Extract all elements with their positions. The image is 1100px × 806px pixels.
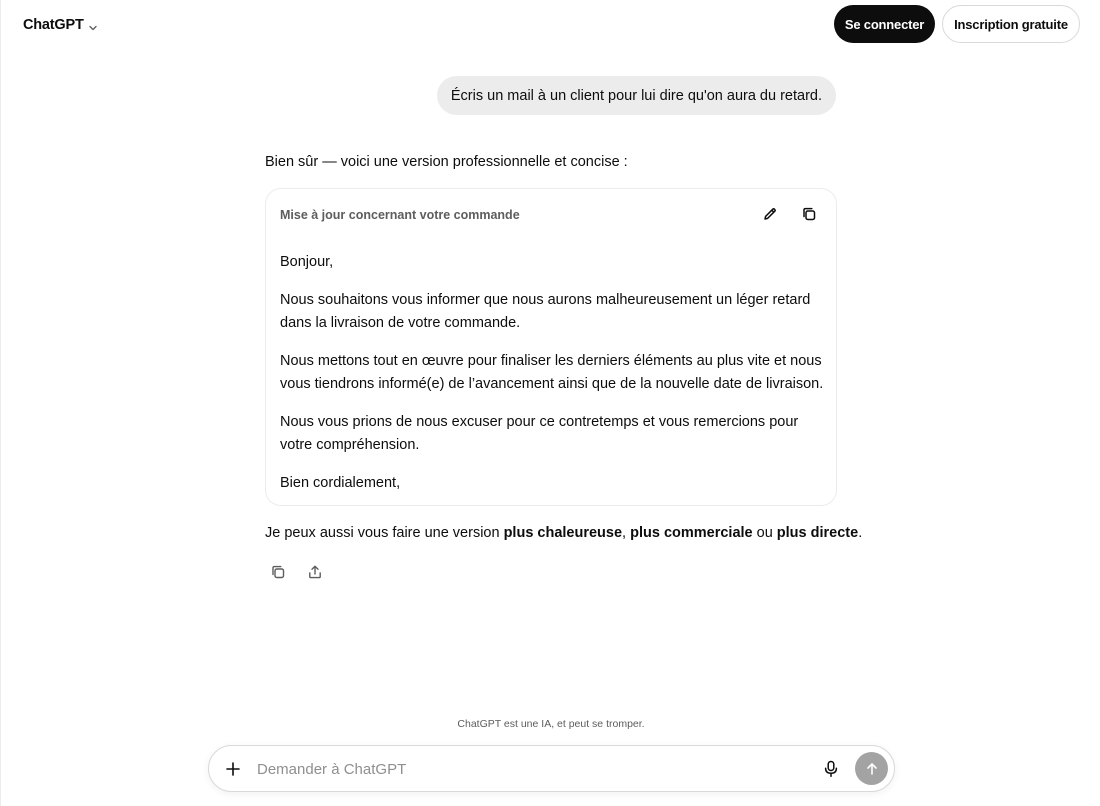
prompt-input[interactable] [257,754,797,784]
followup-suffix: . [858,525,863,541]
disclaimer-text: ChatGPT est une IA, et peut se tromper. [457,718,645,730]
plus-icon[interactable] [221,757,245,781]
share-icon[interactable] [304,561,326,583]
model-name: ChatGPT [23,17,84,33]
followup-option-warm: plus chaleureuse [503,525,623,541]
followup-prefix: Je peux aussi vous faire une version [265,525,504,541]
followup-option-commercial: plus commerciale [630,525,753,541]
user-message-bubble [437,76,836,115]
assistant-intro-text: Bien sûr — voici une version professionnelle et concise : [265,154,628,170]
pencil-icon[interactable] [759,203,781,225]
email-paragraph: Nous vous prions de nous excuser pour ce contretemps et vous remercions pour votre compréhension. [280,414,799,453]
email-paragraph: Nous mettons tout en œuvre pour finaliser les derniers éléments au plus vite et nous vous tiendrons informé(e) de l’avancement ainsi que de la nouvelle date de livraison. [280,353,824,392]
model-switcher[interactable] [23,14,98,36]
login-button[interactable]: Se connecter [834,5,935,43]
arrow-up-icon [865,762,879,776]
email-body [280,251,824,510]
composer [208,745,895,792]
copy-icon[interactable] [798,203,820,225]
user-message-text: Écris un mail à un client pour lui dire qu'on aura du retard. [450,87,822,104]
followup-separator: , [622,525,631,541]
header [1,0,1100,48]
send-button[interactable] [855,752,888,785]
email-subject: Mise à jour concernant votre commande [280,208,520,222]
followup-separator: ou [752,525,777,541]
microphone-icon[interactable] [820,758,842,780]
copy-icon[interactable] [267,561,289,583]
email-draft-card [265,188,837,506]
signup-button[interactable]: Inscription gratuite [942,5,1080,43]
email-paragraph: Bonjour, [280,254,334,270]
assistant-followup-text [265,525,862,541]
followup-option-direct: plus directe [776,525,859,541]
chevron-down-icon [88,20,98,30]
email-paragraph: Nous souhaitons vous informer que nous aurons malheureusement un léger retard dans la livraison de votre commande. [280,292,811,331]
email-paragraph: Bien cordialement, [280,475,401,491]
